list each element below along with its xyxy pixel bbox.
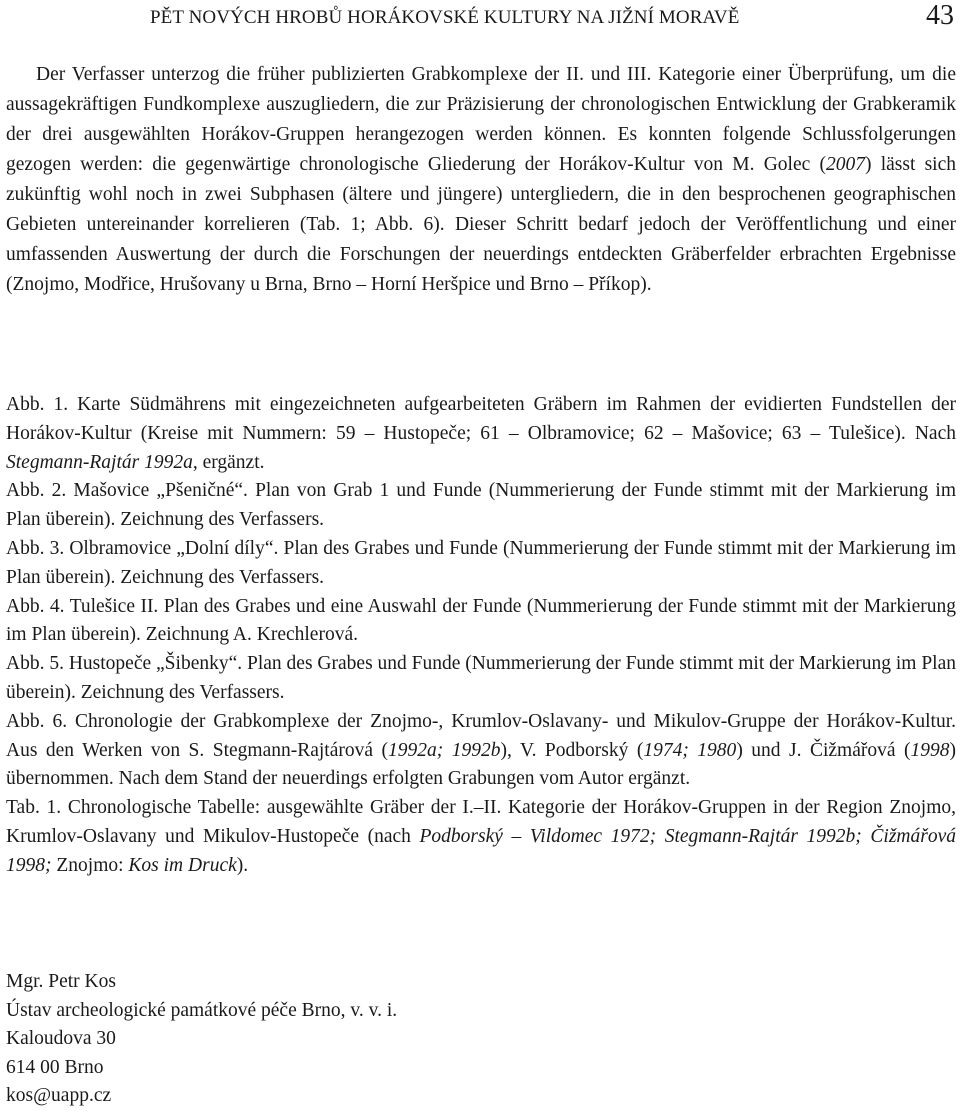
author-street: Kaloudova 30 xyxy=(6,1028,116,1049)
caption-abb-6-ref-3: 1998 xyxy=(910,739,950,761)
caption-abb-1-text: Abb. 1. Karte Südmährens mit eingezeichneten aufgearbeiteten Gräbern im Rahmen der evidierten Fundstellen der Horákov-Kultur (Kreise mit Nummern: 59 – Hustopeče; 61 – Olbramovice; 62 – Mašovice; 63 – Tulešice). Nach xyxy=(6,394,956,444)
caption-abb-1-tail: , ergänzt. xyxy=(192,451,265,473)
paragraph-ref-1: 2007 xyxy=(825,154,865,175)
author-email[interactable]: kos@uapp.cz xyxy=(6,1085,112,1106)
caption-tab-1-ref-2: Kos im Druck xyxy=(128,854,237,876)
running-header xyxy=(150,0,960,34)
caption-abb-2: Abb. 2. Mašovice „Pšeničné“. Plan von Grab 1 und Funde (Nummerierung der Funde stimmt mit der Markierung im Plan überein). Zeichnung des Verfassers. xyxy=(6,480,956,531)
caption-abb-6 xyxy=(6,708,956,794)
paragraph-text-2: ) lässt sich zukünftig wohl noch in zwei Subphasen (ältere und jüngere) untergliedern, die in den besprochenen geographischen Gebieten untereinander korrelieren (Tab. 1; Abb. 6). Dieser Schritt bedarf jedoch der Veröffentlichung und einer umfassenden Auswertung der durch die Forschungen der neuerdings entdeckten Gräberfelder erbrachten Ergebnisse (Znojmo, Modřice, Hrušovany u Brna, Brno – Horní Heršpice und Brno – Příkop). xyxy=(6,154,957,295)
caption-abb-6-text-4: ) übernommen. Nach dem Stand der neuerdings erfolgten Grabungen vom Autor ergänzt. xyxy=(6,739,956,790)
author-name: Mgr. Petr Kos xyxy=(6,971,116,992)
caption-abb-6-text-1: Abb. 6. Chronologie der Grabkomplexe der Znojmo-, Krumlov-Oslavany- und Mikulov-Gruppe der Horákov-Kultur. Aus den Werken von S. Stegmann-Rajtárová ( xyxy=(6,710,956,761)
caption-tab-1-ref-1: Podborský – Vildomec 1972; Stegmann-Rajtár 1992b; Čižmářová 1998; xyxy=(6,825,956,876)
caption-abb-5: Abb. 5. Hustopeče „Šibenky“. Plan des Grabes und Funde (Nummerierung der Funde stimmt mit der Markierung im Plan überein). Zeichnung des Verfassers. xyxy=(6,653,956,703)
caption-abb-6-text-2: ), V. Podborský ( xyxy=(500,739,644,761)
caption-abb-6-ref-1: 1992a; 1992b xyxy=(388,739,501,761)
header-title: PĚT NOVÝCH HROBŮ HORÁKOVSKÉ KULTURY NA JIŽNÍ MORAVĚ xyxy=(150,7,740,28)
caption-abb-6-ref-2: 1974; 1980 xyxy=(643,739,737,761)
main-paragraph xyxy=(6,60,956,300)
paragraph-text-1: Der Verfasser unterzog die früher publizierten Grabkomplexe der II. und III. Kategorie einer Überprüfung, um die aussagekräftigen Fundkomplexe auszugliedern, die zur Präzisierung der chronologischen Entwicklung der Grabkeramik der drei ausgewählten Horákov-Gruppen herangezogen werden können. Es konnten folgende Schlussfolgerungen gezogen werden: die gegenwärtige chronologische Gliederung der Horákov-Kultur von M. Golec ( xyxy=(6,64,956,175)
page-number: 43 xyxy=(926,0,954,31)
author-institution: Ústav archeologické památkové péče Brno, v. v. i. xyxy=(6,999,398,1021)
caption-tab-1-text-2: Znojmo: xyxy=(51,854,129,876)
author-city: 614 00 Brno xyxy=(6,1056,104,1078)
caption-abb-1-ref: Stegmann-Rajtár 1992a xyxy=(6,451,193,473)
caption-abb-1 xyxy=(6,391,956,477)
caption-tab-1-text-1: Tab. 1. Chronologische Tabelle: ausgewählte Gräber der I.–II. Kategorie der Horákov-Gruppen in der Region Znojmo, Krumlov-Oslavany und Mikulov-Hustopeče (nach xyxy=(6,797,956,847)
caption-abb-4: Abb. 4. Tulešice II. Plan des Grabes und eine Auswahl der Funde (Nummerierung der Funde stimmt mit der Markierung im Plan überein). Zeichnung A. Krechlerová. xyxy=(6,595,956,646)
caption-abb-3: Abb. 3. Olbramovice „Dolní díly“. Plan des Grabes und Funde (Nummerierung der Funde stimmt mit der Markierung im Plan überein). Zeichnung des Verfassers. xyxy=(6,537,956,588)
caption-tab-1-text-3: ). xyxy=(236,854,249,876)
author-address-block xyxy=(6,968,397,1111)
caption-tab-1 xyxy=(6,794,956,880)
figure-captions xyxy=(6,391,956,881)
caption-abb-6-text-3: ) und J. Čižmářová ( xyxy=(736,739,911,761)
